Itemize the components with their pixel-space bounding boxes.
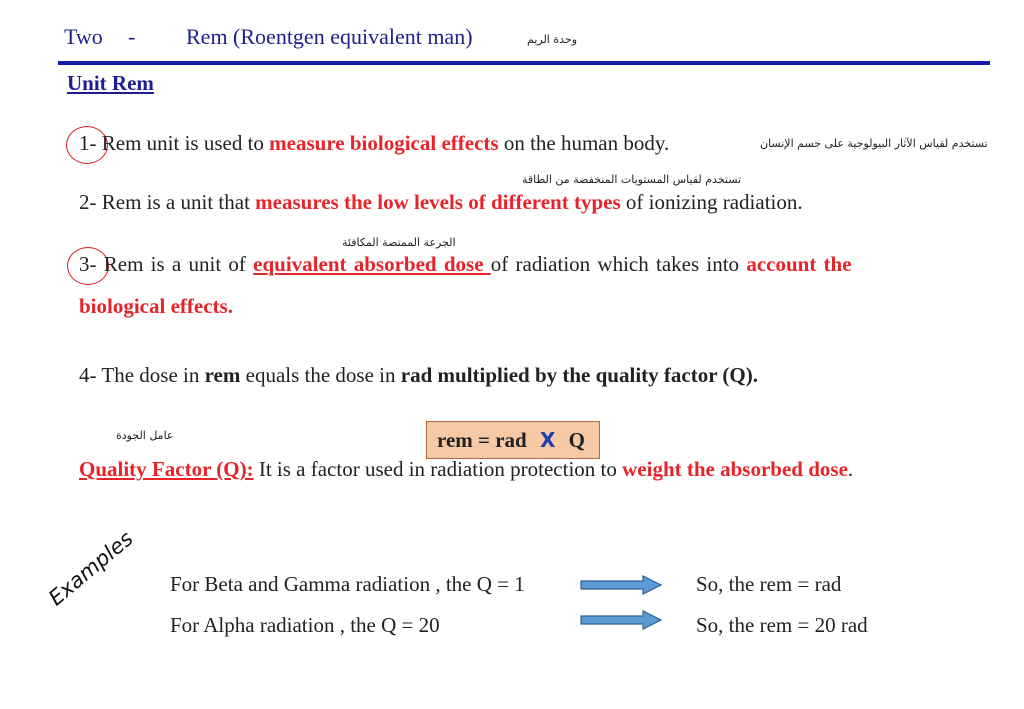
point-3 xyxy=(79,252,852,277)
point-4-text-mid: equals the dose in xyxy=(240,363,401,387)
header-part: Two xyxy=(64,24,103,49)
point-1-text-end: on the human body. xyxy=(498,131,670,155)
right-arrow-icon xyxy=(579,609,663,631)
quality-label: Quality Factor (Q): xyxy=(79,457,254,481)
point-3-arabic: الجرعة الممتصة المكافئة xyxy=(342,236,456,249)
formula-box xyxy=(426,421,600,459)
formula-left: rem = rad xyxy=(437,428,527,452)
point-4-text: The dose in xyxy=(101,363,205,387)
point-3-number: 3- xyxy=(79,252,97,276)
point-2-arabic: تستخدم لقياس المستويات المنخفضة من الطاقة xyxy=(522,173,742,186)
example-2-text: For Alpha radiation , the Q = 20 xyxy=(170,613,440,637)
point-1-text: Rem unit is used to xyxy=(101,131,270,155)
header-rule xyxy=(58,61,990,65)
example-1-text: For Beta and Gamma radiation , the Q = 1 xyxy=(170,572,525,596)
point-3-highlight: equivalent absorbed dose xyxy=(253,252,491,276)
examples-label: Examples xyxy=(44,526,138,611)
example-1-result: So, the rem = rad xyxy=(696,572,842,596)
multiply-icon: X xyxy=(539,428,556,452)
quality-arabic: عامل الجودة xyxy=(116,429,174,442)
formula-right: Q xyxy=(568,428,585,452)
point-4-bold-1: rem xyxy=(204,363,241,387)
point-3-text: Rem is a unit of xyxy=(103,252,254,276)
point-3-continuation: biological effects. xyxy=(79,294,233,318)
point-1-highlight: measure biological effects xyxy=(269,131,499,155)
point-3-text-mid: of radiation which takes into xyxy=(490,252,747,276)
header-title: Rem (Roentgen equivalent man) xyxy=(186,24,473,49)
point-2-text-end: of ionizing radiation. xyxy=(620,190,803,214)
header-arabic: وحدة الريم xyxy=(527,33,578,46)
point-1-arabic: تستخدم لقياس الآثار البيولوجية على جسم الإنسان xyxy=(760,137,988,150)
right-arrow-icon xyxy=(579,574,663,596)
subtitle: Unit Rem xyxy=(67,71,154,95)
quality-text: It is a factor used in radiation protection to xyxy=(253,457,623,481)
quality-highlight: weight the absorbed dose xyxy=(622,457,848,481)
point-4-number: 4- xyxy=(79,363,97,387)
point-2 xyxy=(79,190,803,215)
point-2-text: Rem is a unit that xyxy=(101,190,256,214)
point-1 xyxy=(79,131,669,156)
point-3-highlight-2: account the xyxy=(746,252,852,276)
point-4-bold-2: rad multiplied by the quality factor (Q). xyxy=(400,363,758,387)
quality-definition xyxy=(79,457,853,482)
quality-text-end: . xyxy=(847,457,854,481)
point-4 xyxy=(79,363,758,388)
header-dash: - xyxy=(128,24,136,49)
point-1-number: 1- xyxy=(79,131,97,155)
point-2-highlight: measures the low levels of different types xyxy=(255,190,621,214)
point-2-number: 2- xyxy=(79,190,97,214)
example-2-result: So, the rem = 20 rad xyxy=(696,613,868,637)
